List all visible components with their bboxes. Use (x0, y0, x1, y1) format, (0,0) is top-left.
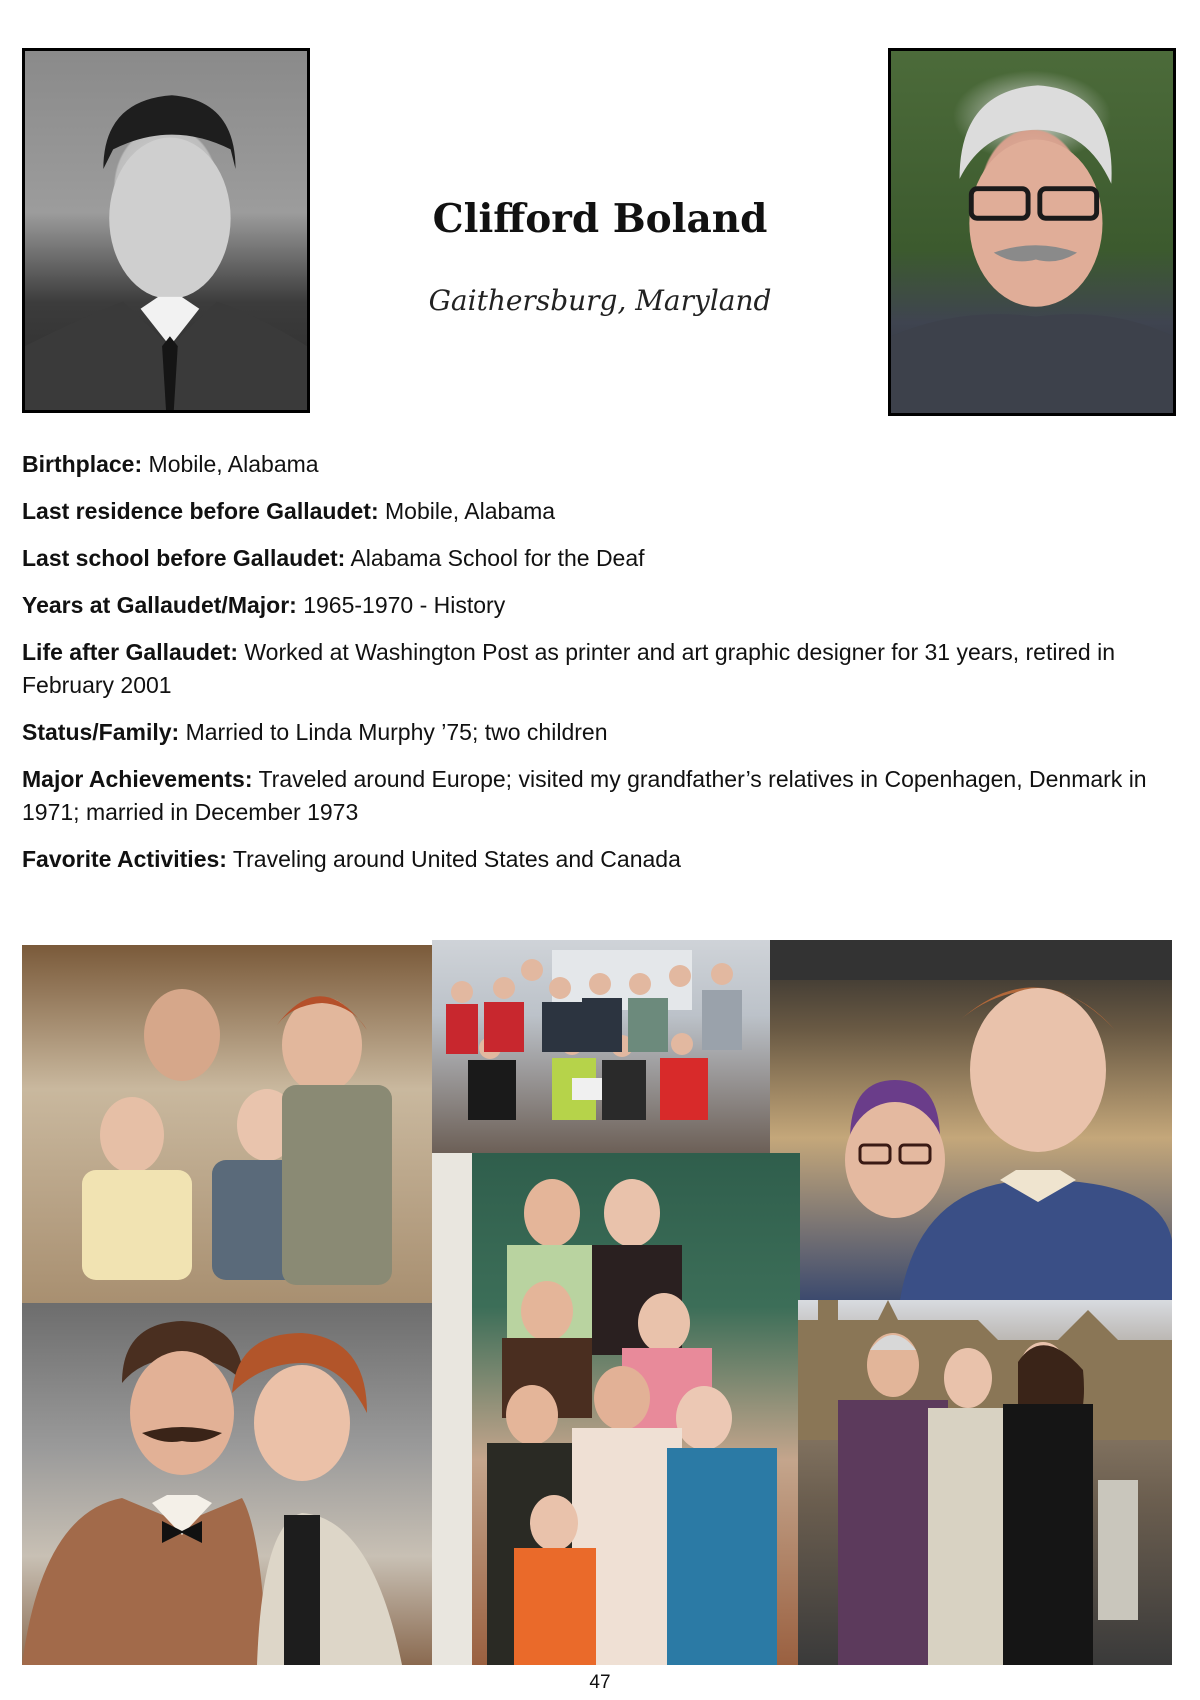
photo-london-image (798, 1300, 1172, 1665)
fact-label: Major Achievements: (22, 766, 253, 792)
photo-group-reunion-image (432, 940, 772, 1155)
fact-major-achievements (22, 763, 1172, 829)
portrait-young-image (25, 51, 307, 410)
fact-label: Life after Gallaudet: (22, 639, 238, 665)
photo-group-reunion (432, 940, 772, 1155)
fact-favorite-activities (22, 843, 1172, 876)
fact-label: Last school before Gallaudet: (22, 545, 346, 571)
fact-life-after (22, 636, 1172, 702)
page-number: 47 (589, 1672, 611, 1693)
fact-value: 1965-1970 - History (303, 592, 506, 618)
fact-value: Married to Linda Murphy ’75; two children (185, 719, 608, 745)
photo-couple-1970s (22, 1303, 434, 1665)
photo-family-group-image (432, 1153, 800, 1665)
portrait-recent-image (891, 51, 1173, 413)
photo-couple-1970s-image (22, 1303, 434, 1665)
profile-name: Clifford Boland (432, 196, 768, 242)
fact-label: Birthplace: (22, 451, 143, 477)
fact-status-family (22, 716, 1172, 749)
fact-years-major (22, 589, 1172, 622)
photo-family-1980s-image (22, 945, 434, 1305)
fact-value: Traveled around Europe; visited my grandfather’s relatives in Copenhagen, Denmark in 1971; married in December 1973 (22, 766, 1147, 825)
photo-couple-selfie (770, 940, 1172, 1300)
fact-value: Mobile, Alabama (385, 498, 556, 524)
fact-label: Status/Family: (22, 719, 180, 745)
portrait-recent-photo (888, 48, 1176, 416)
photo-family-group (432, 1153, 800, 1665)
profile-facts (22, 448, 1172, 890)
photo-family-1980s (22, 945, 434, 1305)
photo-london (798, 1300, 1172, 1665)
fact-value: Traveling around United States and Canada (232, 846, 681, 872)
fact-label: Favorite Activities: (22, 846, 227, 872)
fact-birthplace (22, 448, 1172, 481)
fact-value: Worked at Washington Post as printer and art graphic designer for 31 years, retired in February 2001 (22, 639, 1115, 698)
portrait-young-photo (22, 48, 310, 413)
profile-location: Gaithersburg, Maryland (428, 284, 772, 317)
fact-label: Last residence before Gallaudet: (22, 498, 379, 524)
photo-couple-selfie-image (770, 940, 1172, 1300)
fact-label: Years at Gallaudet/Major: (22, 592, 297, 618)
fact-last-residence (22, 495, 1172, 528)
fact-value: Mobile, Alabama (148, 451, 319, 477)
fact-value: Alabama School for the Deaf (350, 545, 645, 571)
fact-last-school (22, 542, 1172, 575)
